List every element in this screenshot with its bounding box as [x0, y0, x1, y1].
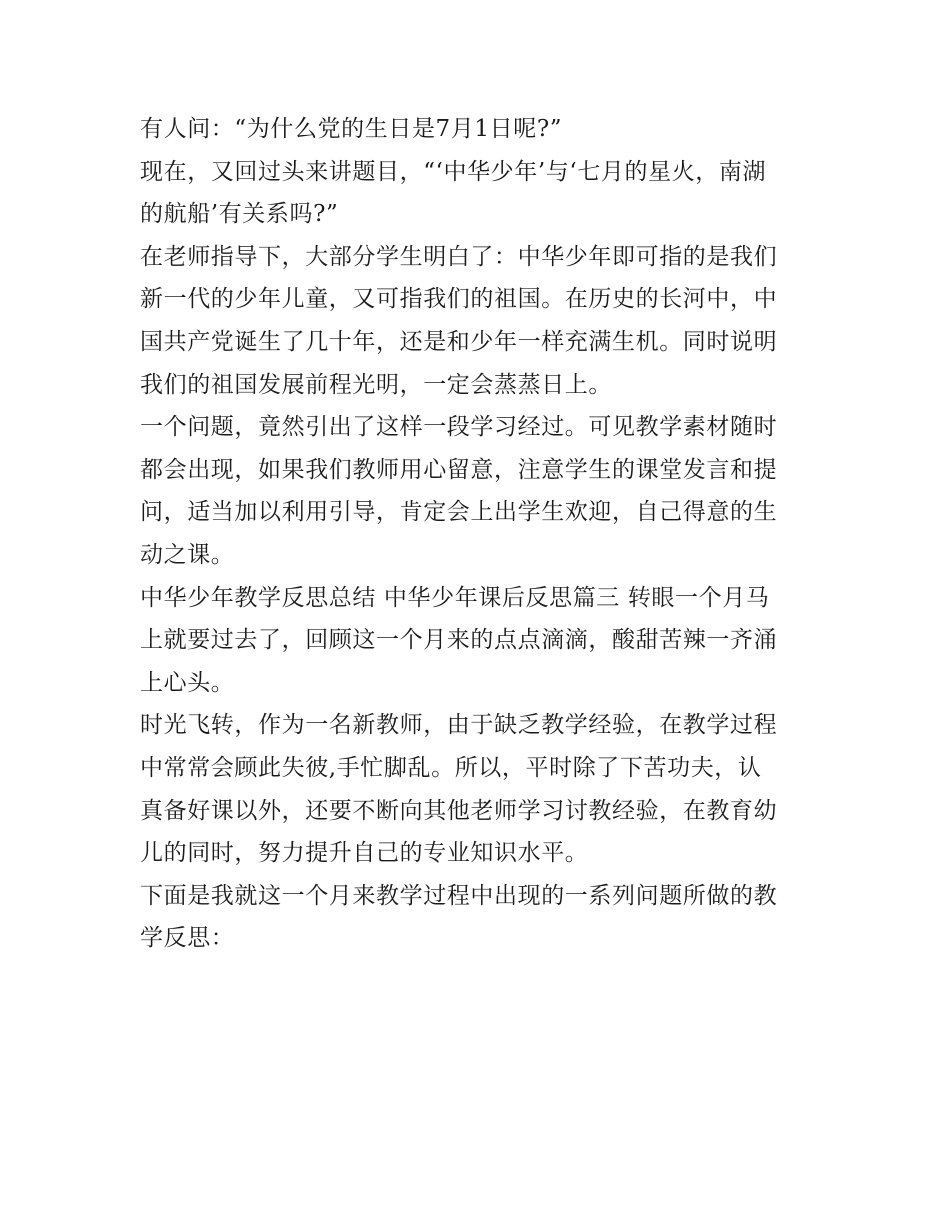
paragraph-reflection-intro	[140, 875, 820, 960]
text-line: 上就要过去了，回顾这一个月来的点点滴滴，酸甜苦辣一齐涌	[140, 627, 778, 654]
text-line: 时光飞转，作为一名新教师，由于缺乏教学经验，在教学过程	[140, 712, 778, 739]
paragraph-new-teacher	[140, 704, 820, 874]
document-body	[140, 108, 820, 960]
text-line: 儿的同时，努力提升自己的专业知识水平。	[140, 840, 589, 867]
text-line: 有人问：“为什么党的生日是7月1日呢?”	[140, 116, 563, 142]
text-line: 在老师指导下，大部分学生明白了：中华少年即可指的是我们	[140, 243, 778, 270]
paragraph-teacher-guidance	[140, 236, 820, 406]
text-line: 下面是我就这一个月来教学过程中出现的一系列问题所做的教	[140, 882, 778, 909]
text-line: 新一代的少年儿童，又可指我们的祖国。在历史的长河中，中	[140, 286, 778, 313]
paragraph-teaching-material	[140, 406, 820, 576]
paragraph-topic-relation	[140, 151, 820, 236]
text-line: 我们的祖国发展前程光明，一定会蒸蒸日上。	[140, 371, 612, 398]
text-line: 一个问题，竟然引出了这样一段学习经过。可见教学素材随时	[140, 414, 778, 441]
text-line: 的航船’有关系吗?”	[140, 201, 339, 228]
text-line: 中常常会顾此失彼,手忙脚乱。所以，平时除了下苦功夫，认	[140, 754, 762, 781]
text-line: 国共产党诞生了几十年，还是和少年一样充满生机。同时说明	[140, 328, 778, 355]
text-line: 现在，又回过头来讲题目，“‘中华少年’与‘七月的星火，南湖	[140, 158, 767, 185]
text-line: 动之课。	[140, 541, 235, 568]
text-line: 中华少年教学反思总结 中华少年课后反思篇三 转眼一个月马	[140, 584, 770, 611]
text-line: 都会出现，如果我们教师用心留意，注意学生的课堂发言和提	[140, 456, 778, 483]
text-line: 问，适当加以利用引导，肯定会上出学生欢迎，自己得意的生	[140, 499, 778, 526]
text-line: 真备好课以外，还要不断向其他老师学习讨教经验，在教育幼	[140, 797, 778, 824]
paragraph-question	[140, 108, 820, 151]
text-line: 学反思：	[140, 925, 235, 952]
paragraph-section-three	[140, 577, 820, 705]
text-line: 上心头。	[140, 669, 235, 696]
